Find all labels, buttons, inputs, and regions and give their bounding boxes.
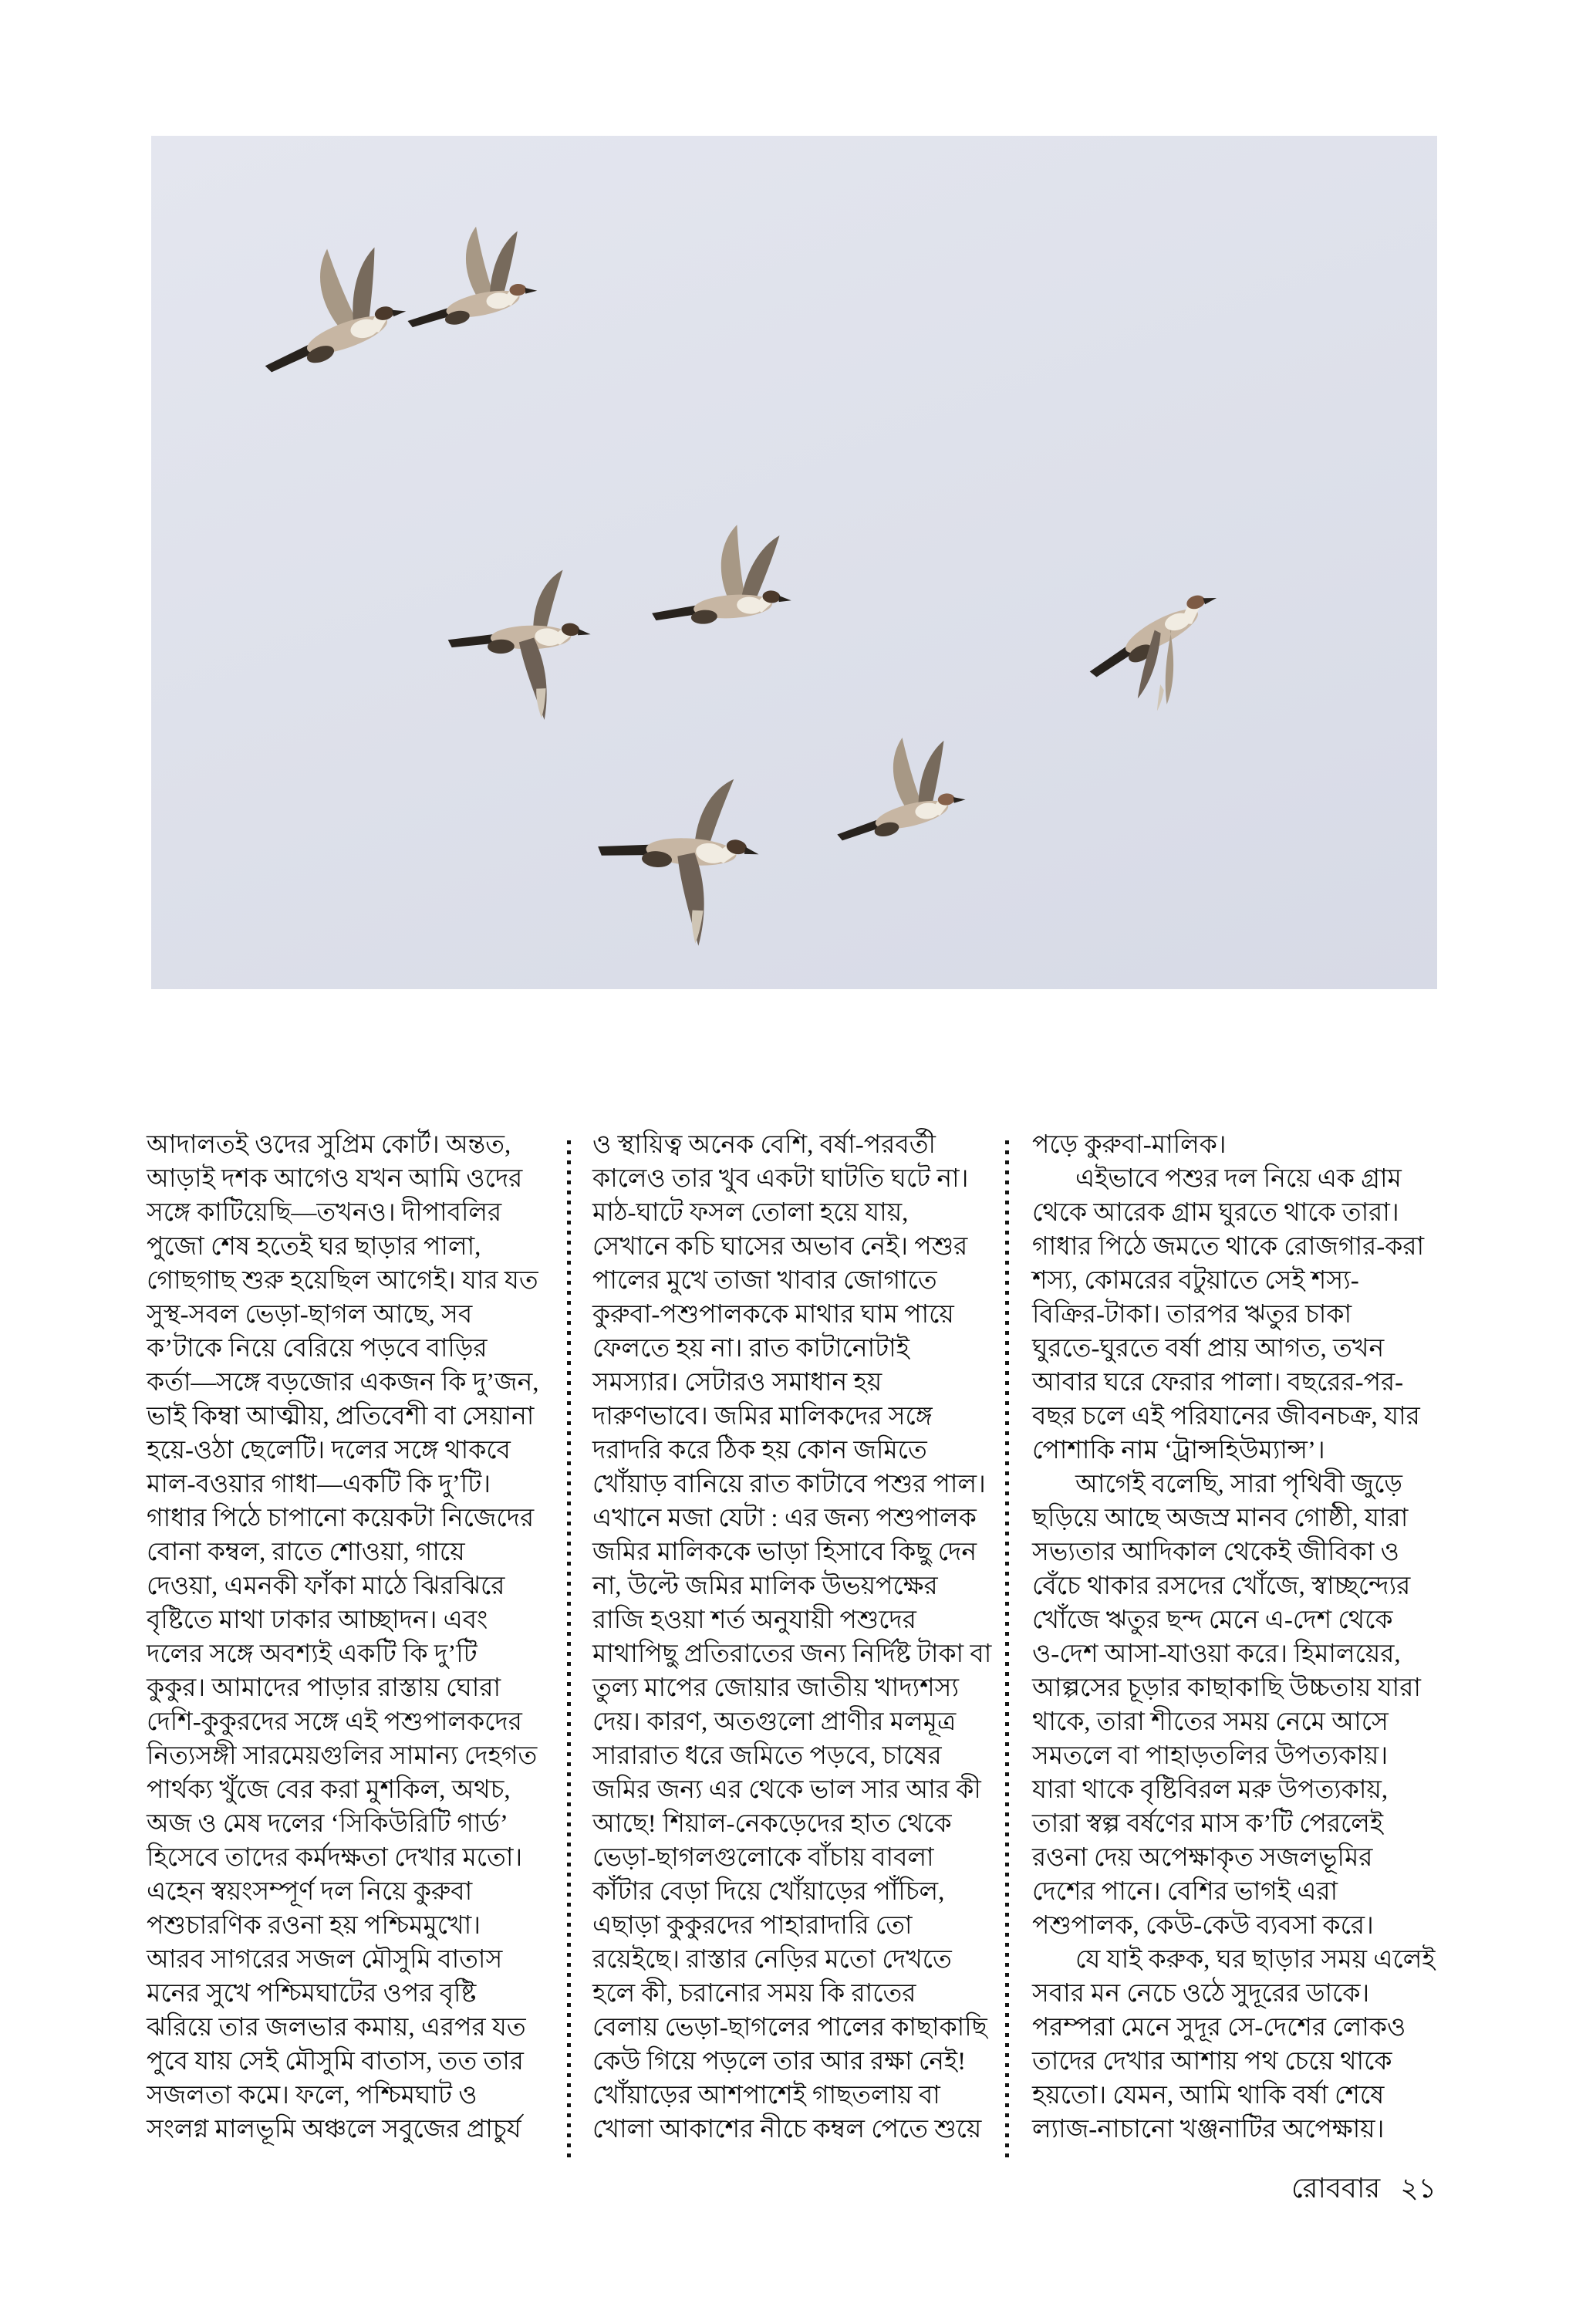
flying-duck (1078, 589, 1244, 727)
text-line: ছড়িয়ে আছে অজস্র মানব গোষ্ঠী, যারা (1032, 1505, 1409, 1532)
text-line: না, উল্টে জমির মালিক উভয়পক্ষের (592, 1572, 938, 1600)
text-line: শস্য, কোমরের বটুয়াতে সেই শস্য- (1032, 1267, 1359, 1295)
article-column-3 (1032, 1128, 1436, 2147)
text-line: গাধার পিঠে চাপানো কয়েকটা নিজেদের (147, 1505, 535, 1532)
text-line: গোছগাছ শুরু হয়েছিল আগেই। যার যত (147, 1267, 538, 1295)
flying-duck (440, 557, 598, 725)
text-line: নিত্যসঙ্গী সারমেয়গুলির সামান্য দেহগত (147, 1742, 538, 1770)
text-line: থেকে আরেক গ্রাম ঘুরতে থাকে তারা। (1032, 1199, 1399, 1227)
text-line: হয়ে-ওঠা ছেলেটি। দলের সঙ্গে থাকবে (147, 1437, 511, 1464)
flying-duck (828, 731, 968, 843)
text-line: পরম্পরা মেনে সুদূর সে-দেশের লোকও (1032, 2014, 1406, 2042)
text-line: খোঁয়াড় বানিয়ে রাত কাটাবে পশুর পাল। (592, 1471, 986, 1498)
text-line: সুস্থ-সবল ভেড়া-ছাগল আছে, সব (147, 1301, 473, 1329)
text-line: আবার ঘরে ফেরার পালা। বছরের-পর- (1032, 1369, 1404, 1397)
text-line: এছাড়া কুকুরদের পাহারাদারি তো (592, 1912, 913, 1940)
text-line: খোলা আকাশের নীচে কম্বল পেতে শুয়ে (592, 2116, 982, 2143)
text-line: কুরুবা-পশুপালককে মাথার ঘাম পায়ে (592, 1301, 954, 1329)
text-line: রওনা দেয় অপেক্ষাকৃত সজলভূমির (1032, 1844, 1373, 1872)
text-line: দলের সঙ্গে অবশ্যই একটি কি দু’টি (147, 1640, 478, 1668)
text-line: পুজো শেষ হতেই ঘর ছাড়ার পালা, (147, 1233, 481, 1261)
text-line: এখানে মজা যেটা : এর জন্য পশুপালক (592, 1505, 977, 1532)
text-line: জমির মালিককে ভাড়া হিসাবে কিছু দেন (592, 1539, 977, 1566)
text-line: পুবে যায় সেই মৌসুমি বাতাস, তত তার (147, 2048, 524, 2076)
text-line: তাদের দেখার আশায় পথ চেয়ে থাকে (1032, 2048, 1392, 2076)
text-line: সারারাত ধরে জমিতে পড়বে, চাষের (592, 1742, 942, 1770)
text-line: সভ্যতার আদিকাল থেকেই জীবিকা ও (1032, 1539, 1399, 1566)
text-line: আছে! শিয়াল-নেকড়েদের হাত থেকে (592, 1810, 952, 1838)
text-line: বছর চলে এই পরিযানের জীবনচক্র, যার (1032, 1403, 1420, 1431)
text-line: সজলতা কমে। ফলে, পশ্চিমঘাট ও (147, 2082, 478, 2110)
text-line: কুকুর। আমাদের পাড়ার রাস্তায় ঘোরা (147, 1674, 501, 1702)
text-line: পার্থক্য খুঁজে বের করা মুশকিল, অথচ, (147, 1776, 511, 1804)
text-line: যে যাই করুক, ঘর ছাড়ার সময় এলেই (1075, 1946, 1436, 1974)
text-line: মাঠ-ঘাটে ফসল তোলা হয়ে যায়, (592, 1199, 909, 1227)
text-line: যারা থাকে বৃষ্টিবিরল মরু উপত্যকায়, (1032, 1776, 1389, 1804)
text-line: ও স্থায়িত্ব অনেক বেশি, বর্ষা-পরবর্তী (592, 1131, 936, 1159)
text-line: আদালতই ওদের সুপ্রিম কোর্ট। অন্তত, (147, 1131, 511, 1159)
text-line: বোনা কম্বল, রাতে শোওয়া, গায়ে (147, 1539, 465, 1566)
text-line: পশুচারণিক রওনা হয় পশ্চিমমুখো। (147, 1912, 481, 1940)
text-line: বেঁচে থাকার রসদের খোঁজে, স্বাচ্ছন্দ্যের (1032, 1572, 1411, 1600)
text-line: পশুপালক, কেউ-কেউ ব্যবসা করে। (1032, 1912, 1374, 1940)
text-line: ভাই কিম্বা আত্মীয়, প্রতিবেশী বা সেয়ানা (147, 1403, 535, 1431)
text-line: ও-দেশ আসা-যাওয়া করে। হিমালয়ের, (1032, 1640, 1401, 1668)
text-line: সঙ্গে কাটিয়েছি—তখনও। দীপাবলির (147, 1199, 502, 1227)
text-line: দেওয়া, এমনকী ফাঁকা মাঠে ঝিরঝিরে (147, 1572, 505, 1600)
text-line: সমতলে বা পাহাড়তলির উপত্যকায়। (1032, 1742, 1389, 1770)
text-line: হিসেবে তাদের কর্মদক্ষতা দেখার মতো। (147, 1844, 523, 1872)
text-line: মাল-বওয়ার গাধা—একটি কি দু’টি। (147, 1471, 491, 1498)
text-line: দেয়। কারণ, অতগুলো প্রাণীর মলমূত্র (592, 1708, 957, 1736)
text-line: পোশাকি নাম ‘ট্রান্সহিউম্যান্স’। (1032, 1437, 1325, 1464)
flying-duck (582, 755, 773, 954)
text-line: সবার মন নেচে ওঠে সুদূরের ডাকে। (1032, 1980, 1370, 2008)
text-line: ল্যাজ-নাচানো খঞ্জনাটির অপেক্ষায়। (1032, 2116, 1385, 2143)
text-line: ঘুরতে-ঘুরতে বর্ষা প্রায় আগত, তখন (1032, 1335, 1385, 1363)
text-line: রয়েইছে। রাস্তার নেড়ির মতো দেখতে (592, 1946, 952, 1974)
text-line: হয়তো। যেমন, আমি থাকি বর্ষা শেষে (1032, 2082, 1385, 2110)
text-line: খোঁয়াড়ের আশপাশেই গাছতলায় বা (592, 2082, 940, 2110)
flying-duck (651, 519, 796, 632)
text-line: সংলগ্ন মালভূমি অঞ্চলে সবুজের প্রাচুর্য (147, 2116, 521, 2143)
text-line: গাধার পিঠে জমতে থাকে রোজগার-করা (1032, 1233, 1425, 1261)
text-line: কালেও তার খুব একটা ঘাটতি ঘটে না। (592, 1165, 969, 1193)
text-line: কেউ গিয়ে পড়লে তার আর রক্ষা নেই! (592, 2048, 967, 2076)
text-line: অজ ও মেষ দলের ‘সিকিউরিটি গার্ড’ (147, 1810, 508, 1838)
magazine-name: রোববার (1291, 2173, 1381, 2204)
text-line: মনের সুখে পশ্চিমঘাটের ওপর বৃষ্টি (147, 1980, 477, 2008)
page-footer (1032, 2171, 1436, 2205)
text-line: আগেই বলেছি, সারা পৃথিবী জুড়ে (1075, 1471, 1402, 1498)
text-line: পড়ে কুরুবা-মালিক। (1032, 1131, 1227, 1159)
text-line: মাথাপিছু প্রতিরাতের জন্য নির্দিষ্ট টাকা বা (592, 1640, 992, 1668)
text-line: সেখানে কচি ঘাসের অভাব নেই। পশুর (592, 1233, 968, 1261)
flying-duck (244, 235, 413, 375)
ducks-photo (151, 136, 1437, 989)
flying-duck (401, 223, 538, 329)
text-line: হলে কী, চরানোর সময় কি রাতের (592, 1980, 916, 2008)
page-number: ২১ (1400, 2173, 1436, 2204)
article-column-2 (592, 1128, 990, 2147)
text-line: ভেড়া-ছাগলগুলোকে বাঁচায় বাবলা (592, 1844, 934, 1872)
text-line: সমস্যার। সেটারও সমাধান হয় (592, 1369, 882, 1397)
text-line: ফেলতে হয় না। রাত কাটানোটাই (592, 1335, 909, 1363)
text-line: দারুণভাবে। জমির মালিকদের সঙ্গে (592, 1403, 933, 1431)
ducks-photo-canvas (151, 136, 1437, 989)
text-line: বৃষ্টিতে মাথা ঢাকার আচ্ছাদন। এবং (147, 1606, 488, 1634)
text-line: বিক্রির-টাকা। তারপর ঋতুর চাকা (1032, 1301, 1352, 1329)
text-line: এহেন স্বয়ংসম্পূর্ণ দল নিয়ে কুরুবা (147, 1878, 473, 1906)
text-line: খোঁজে ঋতুর ছন্দ মেনে এ-দেশ থেকে (1032, 1606, 1393, 1634)
text-line: দেশি-কুকুরদের সঙ্গে এই পশুপালকদের (147, 1708, 522, 1736)
text-line: ঝরিয়ে তার জলভার কমায়, এরপর যত (147, 2014, 526, 2042)
text-line: দেশের পানে। বেশির ভাগই এরা (1032, 1878, 1338, 1906)
text-line: কর্তা—সঙ্গে বড়জোর একজন কি দু’জন, (147, 1369, 539, 1397)
column-divider (1005, 1140, 1009, 2157)
text-line: দরাদরি করে ঠিক হয় কোন জমিতে (592, 1437, 927, 1464)
text-line: ক’টাকে নিয়ে বেরিয়ে পড়বে বাড়ির (147, 1335, 488, 1363)
text-line: বেলায় ভেড়া-ছাগলের পালের কাছাকাছি (592, 2014, 987, 2042)
text-line: থাকে, তারা শীতের সময় নেমে আসে (1032, 1708, 1389, 1736)
text-line: আড়াই দশক আগেও যখন আমি ওদের (147, 1165, 523, 1193)
text-line: রাজি হওয়া শর্ত অনুযায়ী পশুদের (592, 1606, 916, 1634)
text-line: আল্পসের চূড়ার কাছাকাছি উচ্চতায় যারা (1032, 1674, 1421, 1702)
article-column-1 (147, 1128, 539, 2147)
text-line: এইভাবে পশুর দল নিয়ে এক গ্রাম (1075, 1165, 1402, 1193)
text-line: আরব সাগরের সজল মৌসুমি বাতাস (147, 1946, 503, 1974)
text-line: কাঁটার বেড়া দিয়ে খোঁয়াড়ের পাঁচিল, (592, 1878, 945, 1906)
column-divider (567, 1140, 571, 2157)
text-line: জমির জন্য এর থেকে ভাল সার আর কী (592, 1776, 981, 1804)
text-line: তুল্য মাপের জোয়ার জাতীয় খাদ্যশস্য (592, 1674, 960, 1702)
text-line: তারা স্বল্প বর্ষণের মাস ক’টি পেরলেই (1032, 1810, 1384, 1838)
text-line: পালের মুখে তাজা খাবার জোগাতে (592, 1267, 937, 1295)
